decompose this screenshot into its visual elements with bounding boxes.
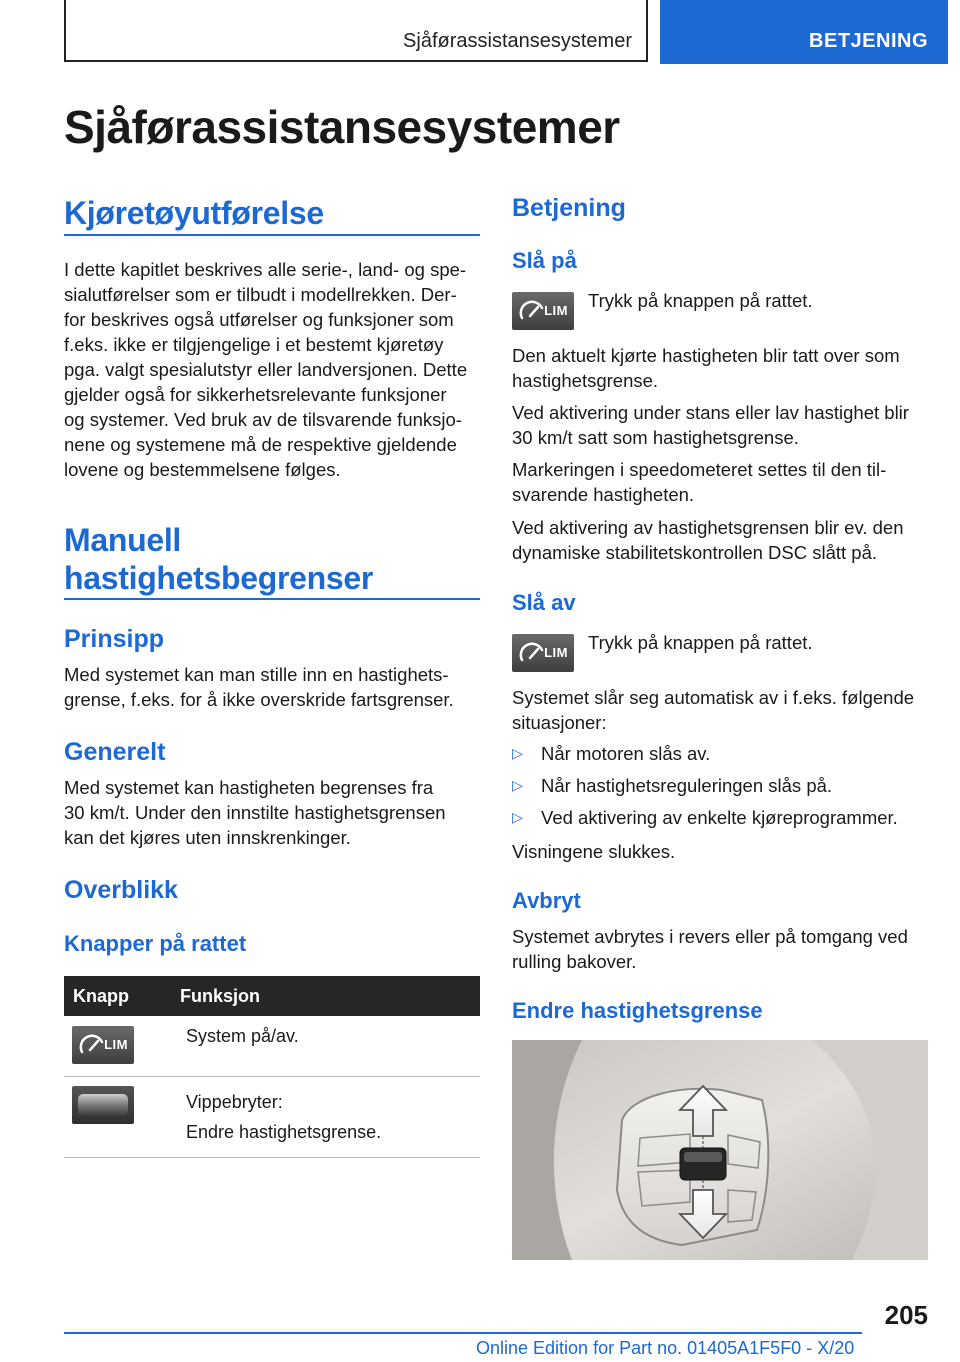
- vehicle-heading: Kjøretøyutførelse: [64, 195, 324, 231]
- cancel-text: Systemet avbrytes i revers eller på tomgang ved rulling bakover.: [512, 926, 908, 972]
- off-heading: Slå av: [512, 590, 576, 615]
- general-text: Med systemet kan hastigheten begrenses fra 30 km/t. Under den innstilte hastighetsgrensen kan det kjøres uten innskrenkinger.: [64, 777, 446, 848]
- page-number: 205: [884, 1300, 928, 1330]
- function-cell: System på/av.: [171, 1016, 480, 1076]
- lim-label: LIM: [104, 1037, 128, 1052]
- on-paragraph: Den aktuelt kjørte hastigheten blir tatt over som hastighetsgrense.: [512, 345, 900, 391]
- operation-heading: Betjening: [512, 194, 626, 222]
- col-function-header: Funksjon: [171, 976, 480, 1016]
- on-paragraph: Markeringen i speedometeret settes til den til- svarende hastigheten.: [512, 459, 887, 505]
- lim-icon: [72, 1026, 134, 1064]
- on-paragraph: Ved aktivering under stans eller lav hastighet blir 30 km/t satt som hastighetsgrense.: [512, 402, 909, 448]
- principle-text: Med systemet kan man stille inn en hastighets- grense, f.eks. for å ikke overskride fartsgrenser.: [64, 664, 454, 710]
- bullet-triangle-icon: ▷: [512, 777, 523, 793]
- chapter-title: BETJENING: [809, 30, 928, 52]
- divider: [64, 598, 480, 600]
- col-button-header: Knapp: [64, 976, 171, 1016]
- on-heading: Slå på: [512, 248, 577, 273]
- lim-label: LIM: [544, 303, 568, 318]
- section-tab: [64, 0, 648, 62]
- page-header: [64, 0, 948, 64]
- off-intro: Systemet slår seg automatisk av i f.eks. følgende situasjoner:: [512, 687, 915, 733]
- on-press-text: Trykk på knappen på rattet.: [588, 290, 813, 311]
- table-header-row: [64, 976, 480, 1016]
- off-outro: Visningene slukkes.: [512, 841, 676, 862]
- bullet-triangle-icon: ▷: [512, 745, 523, 761]
- table-row: [64, 1076, 480, 1157]
- buttons-heading: Knapper på rattet: [64, 931, 247, 956]
- table-row: [64, 1016, 480, 1076]
- on-paragraph: Ved aktivering av hastighetsgrensen blir ev. den dynamiske stabilitetskontrollen DSC slått på.: [512, 517, 904, 563]
- bullet-triangle-icon: ▷: [512, 809, 523, 825]
- edition-text: Online Edition for Part no. 01405A1F5F0 - X/20: [476, 1338, 855, 1358]
- vehicle-text: I dette kapitlet beskrives alle serie-, land- og spe- sialutførelser som er tilbudt i modellrekken. Der- for beskrives også utførelser og funksjoner som f.eks. ikke er tilgjengelige i et bestemt kjøretøy pga. valgt spesialutstyr eller landversjonen. Dette gjelder også for sikkerhetsrelevante funksjoner og systemer. Ved bruk av de tilsvarende funksjo- nene og systemene må de respektive gjeldende lovene og bestemmelsene følges.: [64, 259, 468, 480]
- rocker-switch-icon: [72, 1086, 134, 1124]
- footer-divider: [64, 1332, 862, 1334]
- cancel-heading: Avbryt: [512, 888, 581, 913]
- lim-icon: [512, 634, 574, 672]
- chapter-tab: [660, 0, 948, 64]
- function-cell: Vippebryter: Endre hastighetsgrense.: [171, 1076, 480, 1157]
- change-heading: Endre hastighetsgrense: [512, 998, 763, 1023]
- button-cell: [64, 1016, 171, 1076]
- button-cell: [64, 1076, 171, 1157]
- general-heading: Generelt: [64, 738, 166, 766]
- principle-heading: Prinsipp: [64, 625, 165, 653]
- steering-wheel-controls-illustration: [512, 1040, 928, 1260]
- page-title: Sjåførassistansesystemer: [64, 101, 620, 153]
- overview-heading: Overblikk: [64, 876, 178, 904]
- buttons-table: [64, 976, 480, 1158]
- off-press-text: Trykk på knappen på rattet.: [588, 632, 813, 653]
- lim-label: LIM: [544, 645, 568, 660]
- limiter-heading: Manuell hastighetsbegrenser: [64, 522, 374, 596]
- section-title: Sjåførassistansesystemer: [403, 30, 632, 52]
- divider: [64, 234, 480, 236]
- steering-wheel-image: [512, 1040, 928, 1260]
- lim-icon: [512, 292, 574, 330]
